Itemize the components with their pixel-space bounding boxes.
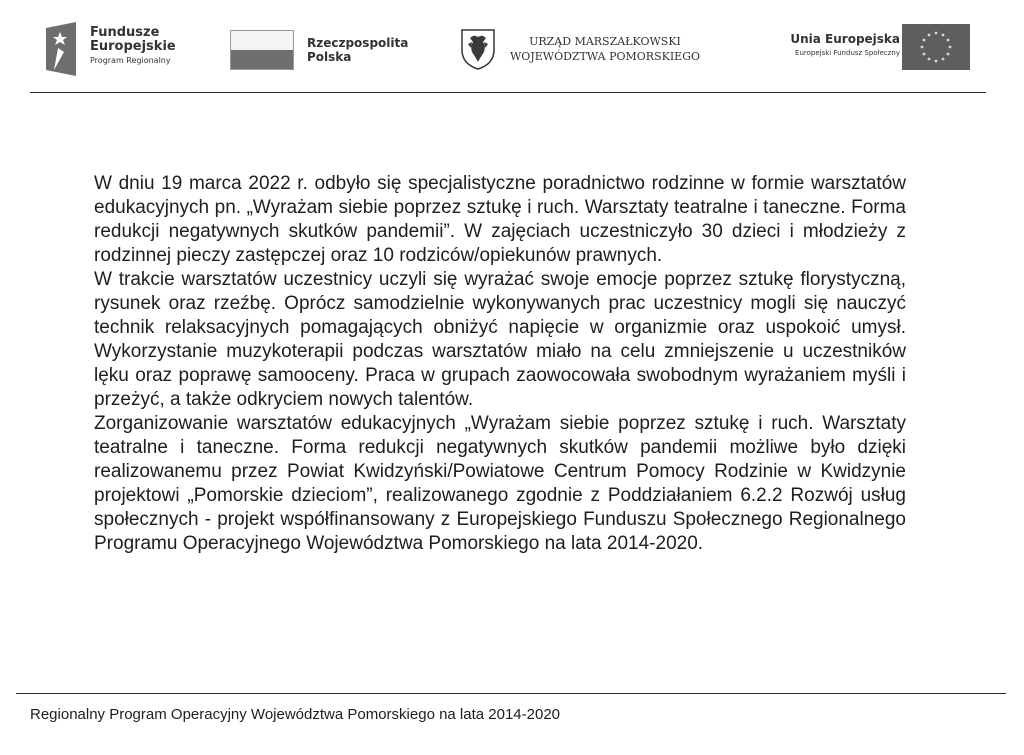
footer-program-name: Regionalny Program Operacyjny Województwa Pomorskiego na lata 2014-2020 (30, 706, 561, 723)
fe-title-line2: Europejskie (90, 39, 176, 54)
document-body (94, 172, 906, 556)
fundusze-europejskie-icon (44, 22, 78, 76)
ue-subtitle: Europejski Fundusz Społeczny (795, 49, 900, 57)
fe-title-line1: Fundusze (90, 25, 160, 40)
fe-subtitle: Program Regionalny (90, 56, 171, 65)
urzad-text (510, 34, 700, 64)
polish-flag-icon (230, 30, 294, 70)
rzeczpospolita-text (307, 36, 408, 64)
logo-header (30, 0, 986, 93)
fundusze-europejskie-text (90, 26, 176, 65)
griffin-crest-icon (460, 28, 496, 70)
paragraph-workshop-info: W dniu 19 marca 2022 r. odbyło się specjalistyczne poradnictwo rodzinne w formie warsztatów edukacyjnych pn. „Wyrażam siebie poprzez sztukę i ruch. Warsztaty teatralne i taneczne. Forma redukcji negatywnych skutków pandemii”. W zajęciach uczestniczyło 30 dzieci i młodzieży z rodzinnej pieczy zastępczej oraz 10 rodziców/opiekunów prawnych. (94, 173, 906, 266)
rp-line2: Polska (307, 50, 352, 64)
um-line1: URZĄD MARSZAŁKOWSKI (529, 35, 681, 48)
rp-line1: Rzeczpospolita (307, 36, 409, 50)
ue-title: Unia Europejska (790, 32, 900, 46)
footer-divider (16, 693, 1006, 694)
um-line2: WOJEWÓDZTWA POMORSKIEGO (510, 50, 701, 63)
unia-europejska-text (752, 32, 900, 57)
eu-flag-icon (902, 24, 970, 70)
paragraph-project-funding: Zorganizowanie warsztatów edukacyjnych „Wyrażam siebie poprzez sztukę i ruch. Warsztaty teatralne i taneczne. Forma redukcji negatywnych skutków pandemii możliwe było dzięki realizowanemu przez Powiat Kwidzyński/Powiatowe Centrum Pomocy Rodzinie w Kwidzynie projektowi „Pomorskie dzieciom”, realizowanego zgodnie z Poddziałaniem 6.2.2 Rozwój usług społecznych - projekt współfinansowany z Europejskiego Funduszu Społecznego Regionalnego Programu Operacyjnego Województwa Pomorskiego na lata 2014-2020. (94, 413, 906, 554)
paragraph-workshop-activities: W trakcie warsztatów uczestnicy uczyli się wyrażać swoje emocje poprzez sztukę florystyczną, rysunek oraz rzeźbę. Oprócz samodzielnie wykonywanych prac uczestnicy mogli się nauczyć technik relaksacyjnych pomagających obniżyć napięcie w organizmie oraz uspokoić umysł. Wykorzystanie muzykoterapii podczas warsztatów miało na celu zmniejszenie u uczestników lęku oraz poprawę samooceny. Praca w grupach zaowocowała swobodnym wyrażaniem myśli i przeżyć, a także odkryciem nowych talentów. (94, 269, 906, 410)
